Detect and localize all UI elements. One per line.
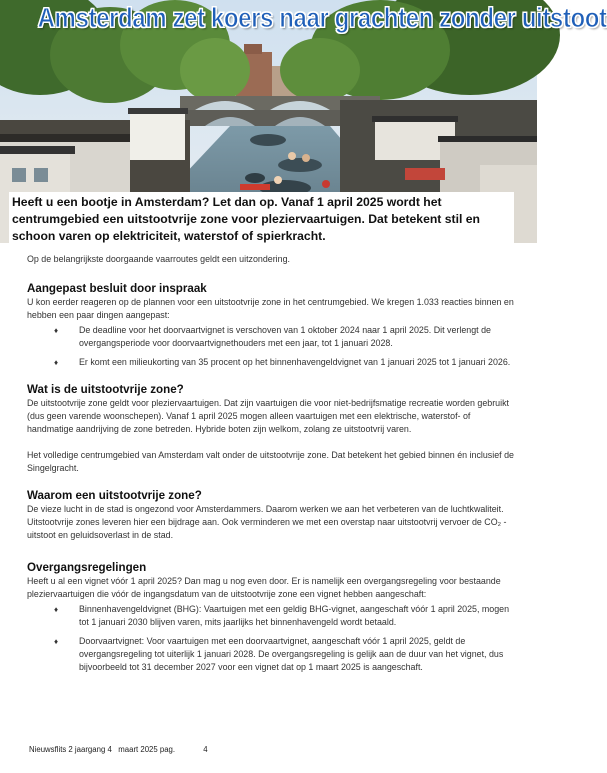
section-body-zone: De uitstootvrije zone geldt voor pleziervaartuigen. Dat zijn vaartuigen die voor niet-bedrijfsmatige recreatie worden gebruikt (dus geen varende woonschepen). Vanaf 1 april 2025 mogen alleen vaartuigen met een elektrische, waterstof- of handmatige aandrijving de zone betreden. Hybride boten zijn welkom, zolang ze uitstootvrij varen.	[27, 398, 509, 434]
section-heading-waarom: Waarom een uitstootvrije zone?	[27, 489, 202, 502]
section-heading-inspraak: Aangepast besluit door inspraak	[27, 282, 207, 295]
section-heading-overgang: Overgangsregelingen	[27, 561, 147, 574]
list-item: ♦ Er komt een milieukorting van 35 procent op het binnenhavengeldvignet van 1 januari 2025 tot 1 januari 2026.	[54, 357, 511, 367]
bullet-icon: ♦	[54, 605, 59, 614]
bullet-list-inspraak	[27, 324, 517, 369]
article-content	[27, 253, 517, 680]
bullet-list-overgang	[27, 603, 517, 674]
list-item: ♦ Binnenhavengeldvignet (BHG): Vaartuigen met een geldig BHG-vignet, aangeschaft vóór 1 april 2025, mogen tot 1 januari 2030 blijven varen, mits jaarlijks het binnenhavengeld wordt betaald.	[54, 604, 510, 627]
section-body-waarom: De vieze lucht in de stad is ongezond voor Amsterdammers. Daarom werken we aan het verbeteren van de luchtkwaliteit. Uitstootvrije zones leveren hier een bijdrage aan. Ook verminderen we met een overstap naar uitstootvrij vervoer de CO₂ -uitstoot en geluidsoverlast in de stad.	[27, 504, 507, 540]
intro-text: Heeft u een bootje in Amsterdam? Let dan op. Vanaf 1 april 2025 wordt het centrumgebied een uitstootvrije zone voor pleziervaartuigen. Dat betekent stil en schoon varen op elektriciteit, waterstof of spierkracht.	[12, 195, 480, 243]
page-footer: Nieuwsflits 2 jaargang 4 maart 2025 pag. 4	[29, 745, 208, 754]
intro-box	[9, 192, 514, 243]
bullet-icon: ♦	[54, 358, 59, 367]
list-item: ♦ Doorvaartvignet: Voor vaartuigen met een doorvaartvignet, aangeschaft vóór 1 april 2025, geldt de overgangsregeling tot uiterlijk 1 januari 2028. De overgangsregeling is gelijk aan de duur van het vignet, dus bijvoorbeeld tot 31 december 2027 voor een vignet dat op 1 maart 2025 is aangeschaft.	[54, 636, 504, 672]
headline: Amsterdam zet koers naar grachten zonder uitstoot	[37, 2, 607, 33]
section-body-inspraak: U kon eerder reageren op de plannen voor een uitstootvrije zone in het centrumgebied. We kregen 1.033 reacties binnen en hebben een paar dingen aangepast:	[27, 297, 514, 320]
section-heading-zone: Wat is de uitstootvrije zone?	[27, 383, 184, 396]
lead-paragraph: Op de belangrijkste doorgaande vaarroutes geldt een uitzondering.	[27, 254, 290, 264]
bullet-icon: ♦	[54, 637, 59, 646]
bullet-icon: ♦	[54, 326, 59, 335]
section-body-overgang: Heeft u al een vignet vóór 1 april 2025? Dan mag u nog even door. Er is namelijk een overgangsregeling voor bestaande pleziervaartuigen die vóór de ingangsdatum van de uitstootvrije zone een vignet hebben aangeschaft:	[27, 576, 501, 599]
section-body-zone-2: Het volledige centrumgebied van Amsterdam valt onder de uitstootvrije zone. Dat betekent het gebied binnen én inclusief de Singelgracht.	[27, 450, 514, 473]
list-item: ♦ De deadline voor het doorvaartvignet is verschoven van 1 oktober 2024 naar 1 april 2025. Dit verlengt de overgangsperiode voor doorvaartvignethouders met een jaar, tot 1 januari 2028.	[54, 325, 491, 348]
